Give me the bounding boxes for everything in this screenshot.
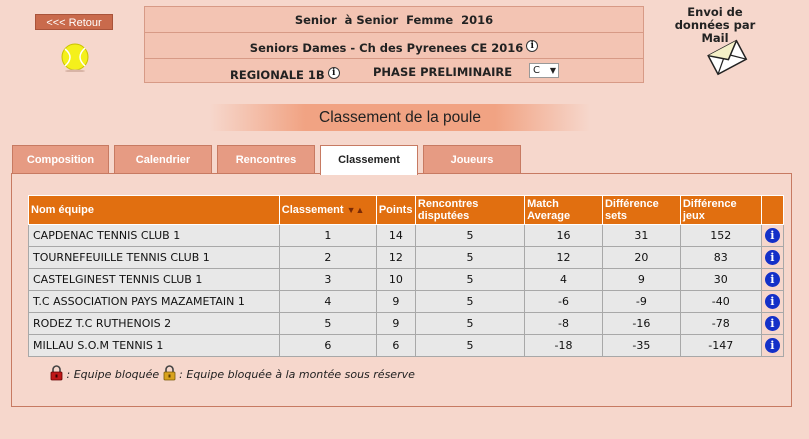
info-icon[interactable]: i (765, 338, 780, 353)
section-title: Classement de la poule (210, 104, 590, 131)
table-row (29, 313, 784, 335)
phase-label: PHASE PRELIMINAIRE (373, 65, 513, 79)
points-cell: 9 (376, 291, 415, 313)
match-average-cell: 12 (525, 247, 603, 269)
info-cell (761, 335, 783, 357)
ranking-table (28, 195, 784, 357)
info-icon[interactable]: i (765, 250, 780, 265)
phase-select[interactable]: C ▼ (529, 63, 559, 78)
game-difference-cell: -147 (680, 335, 761, 357)
mail-label: Envoi de données par Mail (674, 5, 756, 45)
info-icon[interactable]: i (765, 316, 780, 331)
game-difference-cell: 30 (680, 269, 761, 291)
info-icon[interactable]: i (765, 272, 780, 287)
mail-envelope-icon[interactable] (706, 36, 748, 78)
points-cell: 10 (376, 269, 415, 291)
match-average-cell: -18 (525, 335, 603, 357)
competition-info-box (144, 6, 644, 83)
chevron-down-icon: ▼ (549, 66, 556, 75)
info-cell (761, 269, 783, 291)
col-points: Points (376, 196, 415, 225)
info-cell (761, 247, 783, 269)
matches-cell: 5 (415, 335, 524, 357)
ranking-cell: 3 (279, 269, 376, 291)
division-row (145, 60, 643, 84)
set-difference-cell: -16 (602, 313, 680, 335)
team-name: CASTELGINEST TENNIS CLUB 1 (29, 269, 280, 291)
points-cell: 12 (376, 247, 415, 269)
col-game-difference: Différence jeux (680, 196, 761, 225)
matches-cell: 5 (415, 225, 524, 247)
matches-cell: 5 (415, 247, 524, 269)
back-button[interactable]: <<< Retour (35, 14, 113, 30)
competition-title: Senior à Senior Femme 2016 (145, 7, 643, 33)
red-lock-icon (50, 365, 63, 381)
info-icon[interactable]: i (765, 294, 780, 309)
tennis-ball-icon (60, 42, 90, 72)
match-average-cell: -8 (525, 313, 603, 335)
game-difference-cell: 152 (680, 225, 761, 247)
tab-classement[interactable]: Classement (320, 145, 418, 175)
col-matches-played: Rencontres disputées (415, 196, 524, 225)
ranking-cell: 4 (279, 291, 376, 313)
set-difference-cell: 9 (602, 269, 680, 291)
set-difference-cell: -35 (602, 335, 680, 357)
team-name: T.C ASSOCIATION PAYS MAZAMETAIN 1 (29, 291, 280, 313)
col-team-name[interactable]: Nom équipe (29, 196, 280, 225)
table-row (29, 335, 784, 357)
legend-blocked-promotion: : Equipe bloquée à la montée sous réserve (179, 368, 415, 381)
points-cell: 14 (376, 225, 415, 247)
matches-cell: 5 (415, 313, 524, 335)
tab-joueurs[interactable]: Joueurs (423, 145, 521, 174)
game-difference-cell: -78 (680, 313, 761, 335)
table-row (29, 291, 784, 313)
points-cell: 6 (376, 335, 415, 357)
ranking-panel (11, 173, 792, 407)
col-info (761, 196, 783, 225)
table-row (29, 269, 784, 291)
col-match-average: Match Average (525, 196, 603, 225)
set-difference-cell: -9 (602, 291, 680, 313)
ranking-cell: 2 (279, 247, 376, 269)
points-cell: 9 (376, 313, 415, 335)
info-icon[interactable]: i (765, 228, 780, 243)
matches-cell: 5 (415, 269, 524, 291)
game-difference-cell: 83 (680, 247, 761, 269)
division-label: REGIONALE 1B i (230, 67, 340, 82)
ranking-cell: 6 (279, 335, 376, 357)
set-difference-cell: 31 (602, 225, 680, 247)
ranking-cell: 5 (279, 313, 376, 335)
set-difference-cell: 20 (602, 247, 680, 269)
competition-name: Seniors Dames - Ch des Pyrenees CE 2016 (249, 41, 524, 55)
match-average-cell: -6 (525, 291, 603, 313)
competition-name-row (145, 34, 643, 59)
info-icon[interactable]: i (328, 67, 340, 79)
team-name: TOURNEFEUILLE TENNIS CLUB 1 (29, 247, 280, 269)
col-ranking[interactable]: Classement ▼▲ (279, 196, 376, 225)
info-cell (761, 291, 783, 313)
info-cell (761, 313, 783, 335)
matches-cell: 5 (415, 291, 524, 313)
tab-calendrier[interactable]: Calendrier (114, 145, 212, 174)
tab-composition[interactable]: Composition (12, 145, 109, 174)
info-icon[interactable]: i (526, 40, 538, 52)
team-name: CAPDENAC TENNIS CLUB 1 (29, 225, 280, 247)
game-difference-cell: -40 (680, 291, 761, 313)
table-header-row (29, 196, 784, 225)
gold-lock-icon (163, 365, 176, 381)
team-name: MILLAU S.O.M TENNIS 1 (29, 335, 280, 357)
tab-rencontres[interactable]: Rencontres (217, 145, 315, 174)
legend-blocked: : Equipe bloquée (66, 368, 160, 381)
table-row (29, 247, 784, 269)
match-average-cell: 4 (525, 269, 603, 291)
legend (50, 365, 415, 381)
info-cell (761, 225, 783, 247)
ranking-cell: 1 (279, 225, 376, 247)
match-average-cell: 16 (525, 225, 603, 247)
team-name: RODEZ T.C RUTHENOIS 2 (29, 313, 280, 335)
table-row (29, 225, 784, 247)
col-set-difference: Différence sets (602, 196, 680, 225)
sort-arrows-icon[interactable]: ▼▲ (346, 205, 365, 215)
